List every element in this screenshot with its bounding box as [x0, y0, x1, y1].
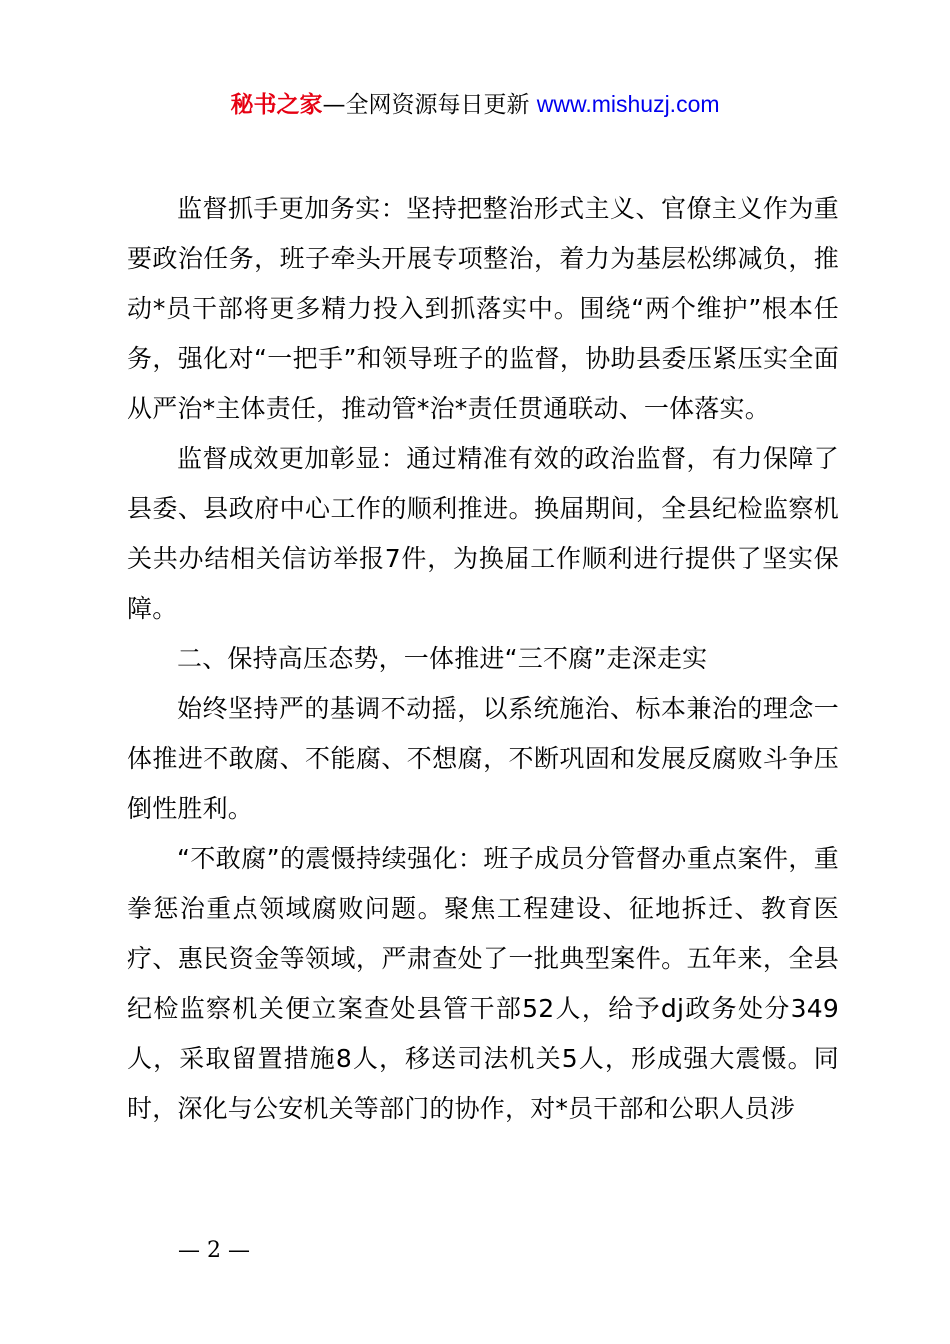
paragraph-deterrence: “不敢腐”的震慑持续强化：班子成员分管督办重点案件，重拳惩治重点领域腐败问题。聚焦工程建设、征地拆迁、教育医疗、惠民资金等领域，严肃查处了一批典型案件。五年来，全县纪检监察机关便立案查处县管干部52人，给予dj政务处分349人，采取留置措施8人，移送司法机关5人，形成强大震慑。同时，深化与公安机关等部门的协作，对*员干部和公职人员涉 — [127, 844, 839, 1123]
header-tagline: —全网资源每日更新 — [322, 92, 537, 118]
document-body — [127, 184, 839, 1134]
site-url-link[interactable]: www.mishuzj.com — [536, 91, 720, 117]
paragraph-strict-tone: 始终坚持严的基调不动摇，以系统施治、标本兼治的理念一体推进不敢腐、不能腐、不想腐，不断巩固和发展反腐败斗争压倒性胜利。 — [127, 694, 839, 823]
page-number: — 2 — — [178, 1238, 250, 1263]
paragraph-supervision-measures: 监督抓手更加务实：坚持把整治形式主义、官僚主义作为重要政治任务，班子牵头开展专项整治，着力为基层松绑减负，推动*员干部将更多精力投入到抓落实中。围绕“两个维护”根本任务，强化对“一把手”和领导班子的监督，协助县委压紧压实全面从严治*主体责任，推动管*治*责任贯通联动、一体落实。 — [127, 194, 839, 423]
section-heading: 二、保持高压态势，一体推进“三不腐”走深走实 — [177, 644, 708, 673]
paragraph-supervision-results: 监督成效更加彰显：通过精准有效的政治监督，有力保障了县委、县政府中心工作的顺利推进。换届期间，全县纪检监察机关共办结相关信访举报7件，为换届工作顺利进行提供了坚实保障。 — [127, 444, 839, 623]
site-header — [0, 86, 950, 123]
brand-name: 秘书之家 — [230, 92, 323, 118]
